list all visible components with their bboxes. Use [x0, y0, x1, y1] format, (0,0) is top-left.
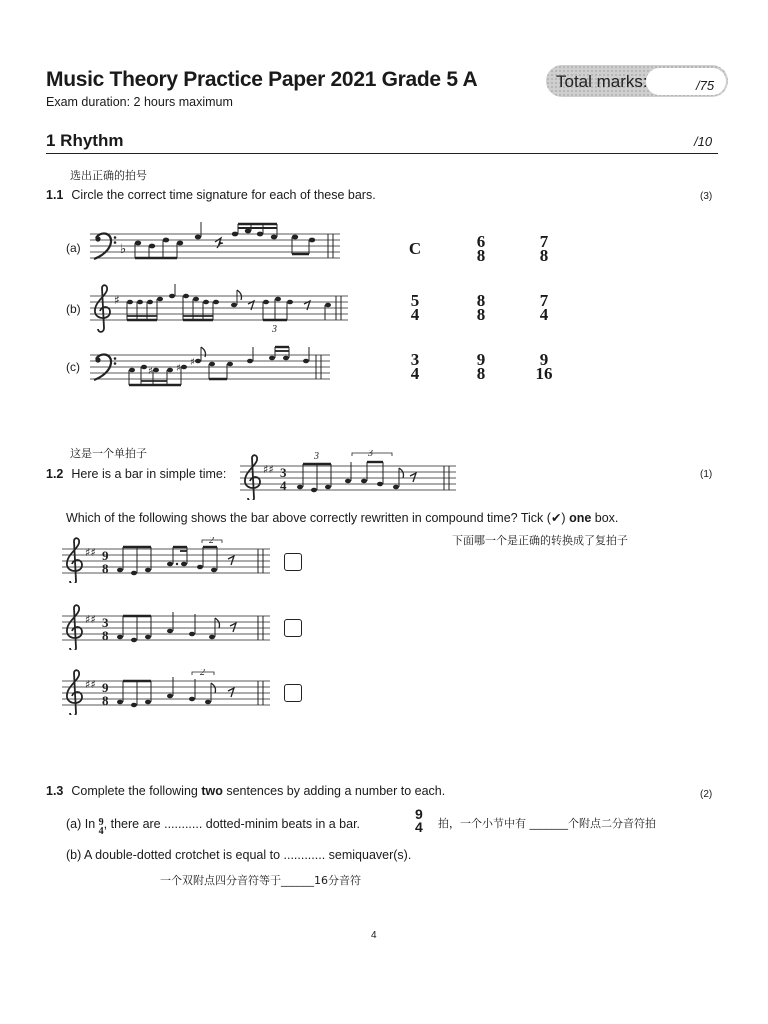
svg-text:♯♯: ♯♯	[85, 613, 96, 626]
svg-text:2: 2	[200, 669, 205, 678]
treble-clef-icon	[95, 285, 110, 332]
svg-text:3: 3	[272, 324, 277, 335]
q1-3-a-zh: 拍，一个小节中有 _______个附点二分音符拍	[438, 817, 656, 830]
option-a-3[interactable]: 7 8	[539, 232, 549, 265]
q1-3-a-time-signature: 9 4	[98, 817, 104, 837]
q1-1-zh-note: 选出正确的拍号	[70, 169, 147, 182]
total-marks-label: Total marks:	[556, 72, 648, 91]
q1-2-zh-question: 下面哪一个是正确的转换成了复拍子	[452, 534, 628, 547]
svg-text:♯♯: ♯♯	[85, 678, 96, 691]
tick-box-option-3[interactable]	[284, 684, 302, 702]
option-a-1[interactable]: C	[408, 239, 422, 258]
total-marks-value: /75	[696, 78, 715, 93]
page-number: 4	[371, 930, 377, 941]
q1-1-number: 1.1	[46, 188, 64, 202]
q1-2-prompt	[46, 467, 226, 481]
section-score: /10	[694, 134, 713, 149]
q1-1-marks: (3)	[700, 191, 713, 202]
compound-option-1	[62, 537, 274, 583]
svg-text:3: 3	[314, 451, 319, 462]
svg-text:9: 9	[102, 548, 109, 563]
q1-2-number: 1.2	[46, 467, 64, 481]
stave-simple-time	[240, 450, 460, 500]
tick-box-option-2[interactable]	[284, 619, 302, 637]
option-b-2[interactable]: 8 8	[476, 291, 486, 324]
option-c-3[interactable]: 9 16	[535, 350, 553, 383]
svg-text:4: 4	[280, 478, 287, 493]
section-divider	[46, 153, 718, 154]
compound-option-2	[62, 604, 274, 650]
svg-text:♯♯: ♯♯	[263, 463, 274, 476]
option-a-2[interactable]: 6 8	[476, 232, 486, 265]
svg-text:2: 2	[209, 537, 214, 546]
svg-text:8: 8	[102, 693, 109, 708]
page-title: Music Theory Practice Paper 2021 Grade 5 A	[46, 68, 478, 91]
svg-text:♯: ♯	[176, 363, 181, 374]
row-c-label: (c)	[66, 360, 80, 374]
svg-text:♯: ♯	[148, 366, 153, 377]
option-b-1[interactable]: 5 4	[410, 291, 420, 324]
svg-text:♭: ♭	[120, 242, 127, 257]
row-a-label: (a)	[66, 241, 81, 255]
option-c-1[interactable]: 3 4	[410, 350, 420, 383]
svg-text:3: 3	[102, 615, 109, 630]
q1-3-number: 1.3	[46, 784, 64, 798]
svg-text:♯♯: ♯♯	[85, 546, 96, 559]
svg-text:8: 8	[102, 561, 109, 576]
option-b-3[interactable]: 7 4	[539, 291, 549, 324]
tick-icon: ✔	[550, 511, 562, 525]
q1-2-marks: (1)	[700, 469, 713, 480]
q1-2-question: Which of the following shows the bar above correctly rewritten in compound time? Tick (✔) one box.	[66, 511, 619, 525]
svg-text:3: 3	[280, 465, 287, 480]
svg-text:♯: ♯	[190, 357, 195, 368]
compound-option-3	[62, 669, 274, 715]
stave-b	[90, 284, 355, 342]
svg-text:♯: ♯	[114, 293, 120, 307]
q1-1-text: Circle the correct time signature for each of these bars.	[71, 188, 376, 202]
tick-box-option-1[interactable]	[284, 553, 302, 571]
option-c-2[interactable]: 9 8	[476, 350, 486, 383]
q1-2-text: Here is a bar in simple time:	[71, 467, 227, 481]
exam-duration: Exam duration: 2 hours maximum	[46, 95, 233, 109]
stave-c	[90, 343, 335, 395]
q1-1-prompt	[46, 188, 376, 202]
section-heading: 1 Rhythm	[46, 131, 124, 150]
svg-text:8: 8	[102, 628, 109, 643]
q1-2-zh-note: 这是一个单拍子	[70, 447, 147, 460]
q1-3-prompt: 1.3 Complete the following two sentences by adding a number to each.	[46, 784, 446, 798]
svg-text:3: 3	[368, 450, 373, 459]
handwritten-time-signature: 9 4	[415, 806, 423, 835]
row-b-label: (b)	[66, 302, 81, 316]
q1-3-marks: (2)	[700, 789, 713, 800]
svg-text:9: 9	[102, 680, 109, 695]
q1-3-a: (a) In 9 4 , there are ........... dotted-minim beats in a bar.	[66, 817, 361, 837]
q1-3-b-zh: 一个双附点四分音符等于______16分音符	[160, 874, 361, 887]
q1-3-b: (b) A double-dotted crotchet is equal to ............ semiquaver(s).	[66, 848, 412, 862]
stave-a	[90, 222, 346, 272]
